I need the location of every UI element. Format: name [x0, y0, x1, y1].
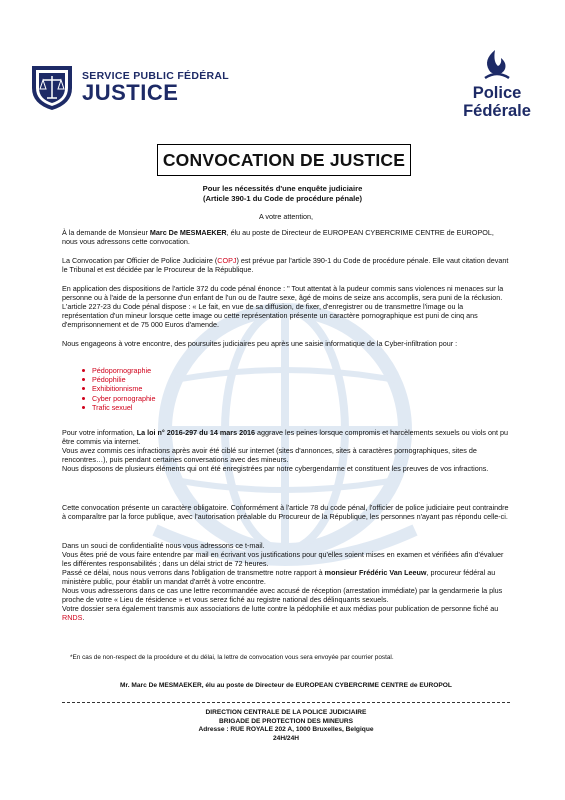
footer-line: DIRECTION CENTRALE DE LA POLICE JUDICIAIRE — [205, 709, 367, 716]
police-logo-line2: Fédérale — [463, 102, 531, 120]
list-item: Trafic sexuel — [80, 403, 156, 412]
page-title: CONVOCATION DE JUSTICE — [162, 149, 406, 170]
paragraph-law: Pour votre information, La loi n° 2016-297 du 14 mars 2016 aggrave les peines lorsque compromis et harcèlements sexuels ou viols ont pu être commis via internet. Vous avez commis ces infractions après avoir été ciblé sur internet (sites d'annonces, sites à caractères pornographiques, sites de rencontres…), puis pendant certaines conversations avec des mineurs. Nous disposons de plusieurs éléments qui ont été enregistrées par notre cybergendarme et constituent les preuves de vos infractions. — [62, 428, 508, 473]
police-flame-icon — [477, 48, 517, 82]
footer-line: BRIGADE DE PROTECTION DES MINEURS — [218, 717, 354, 725]
signature-line: Mr. Marc De MESMAEKER, élu au poste de Directeur de EUROPEAN CYBERCRIME CENTRE de EUROPOL — [120, 682, 452, 689]
offences-list — [80, 366, 156, 412]
copj-acronym: COPJ — [217, 256, 237, 265]
paragraph-prosecution: Nous engageons à votre encontre, des poursuites judiciaires peu après une saisie informatique de la Cyber-infiltration pour : — [62, 339, 458, 348]
divider — [62, 702, 510, 703]
footer-block — [62, 709, 510, 743]
paragraph-articles: En application des dispositions de l'article 372 du code pénal énonce : " Tout attentat à la pudeur commis sans violences ni menaces sur la personne ou à l'aide de la personne d'un enfant de l'un ou de l'autre sexe, âgé de moins de seize ans accomplis, sera puni de la réclusion. L'article 227-23 du Code pénal dispose : « Le fait, en vue de sa diffusion, de fixer, d'enregistrer ou de transmettre l'image ou la représentation d'un mineur lorsque cette image ou cette représentation présente un caractère pornographique est puni de cinq ans d'emprisonnement et de 75 000 Euros d'amende. — [62, 284, 504, 329]
subtitle-line2: (Article 390-1 du Code de procédure pénale) — [202, 194, 363, 203]
footer-line: Adresse : RUE ROYALE 202 A, 1000 Bruxelles, Belgique — [198, 726, 374, 734]
title-box — [157, 144, 411, 176]
list-item: Exhibitionnisme — [80, 384, 156, 393]
prosecutor-name: monsieur Frédéric Van Leeuw — [324, 568, 427, 577]
rnds-acronym: RNDS — [62, 613, 83, 622]
footnote: *En cas de non-respect de la procédure et du délai, la lettre de convocation vous sera envoyée par courrier postal. — [70, 654, 394, 661]
paragraph-copj: La Convocation par Officier de Police Judiciaire (COPJ) est prévue par l'article 390-1 du Code de procédure pénale. Elle vaut citation devant le Tribunal et est décidée par le Procureur de la République. — [62, 256, 509, 274]
list-item: Pédopornographie — [80, 366, 156, 375]
logo-big-text: JUSTICE — [82, 80, 179, 105]
footer-line: 24H/24H — [272, 734, 300, 742]
logo-small-text: SERVICE PUBLIC FÉDÉRAL — [82, 70, 230, 82]
paragraph-obligation: Cette convocation présente un caractère obligatoire. Conformément à l'article 78 du code pénal, l'officier de police judiciaire peut contraindre à comparaître par la force publique, avec l'autorisation préalable du Procureur de la République, les personnes n'ayant pas répondu celle-ci. — [62, 503, 509, 521]
subtitle-line1: Pour les nécessités d'une enquête judiciaire — [202, 184, 363, 193]
police-logo — [462, 48, 532, 120]
paragraph-deadline: Dans un souci de confidentialité nous vous adressons ce t-mail. Vous êtes prié de vous faire entendre par mail en écrivant vos justifications pour qu'elles soient mises en examen et vérifiées afin d'évaluer les différentes responsabilités ; dans un délai strict de 72 heures. Passé ce délai, nous nous verrons dans l'obligation de transmettre notre rapport à monsieur Frédéric Van Leeuw, procureur fédéral au ministère public, pour établir un mandat d'arrêt à votre encontre. Nous vous adresserons dans ce cas une lettre recommandée avec accusé de réception (arrestation immédiate) par la gendarmerie la plus proche de votre « Lieu de résidence » et vous serez fiché au registre national des délinquants sexuels. Votre dossier sera également transmis aux associations de lutte contre la pédophilie et aux médias pour publication de personne fiché au RNDS. — [62, 541, 504, 622]
justice-logo — [30, 62, 229, 112]
list-item: Cyber pornographie — [80, 394, 156, 403]
justice-shield-icon — [30, 62, 74, 112]
list-item: Pédophilie — [80, 375, 156, 384]
law-reference: La loi n° 2016-297 du 14 mars 2016 — [136, 428, 256, 437]
director-name: Marc De MESMAEKER — [149, 228, 227, 237]
police-logo-line1: Police — [472, 84, 522, 102]
greeting: A votre attention, — [259, 212, 313, 221]
paragraph-request: À la demande de Monsieur Marc De MESMAEKER, élu au poste de Directeur de EUROPEAN CYBERCRIME CENTRE de EUROPOL, nous vous adressons cette convocation. — [62, 228, 494, 246]
